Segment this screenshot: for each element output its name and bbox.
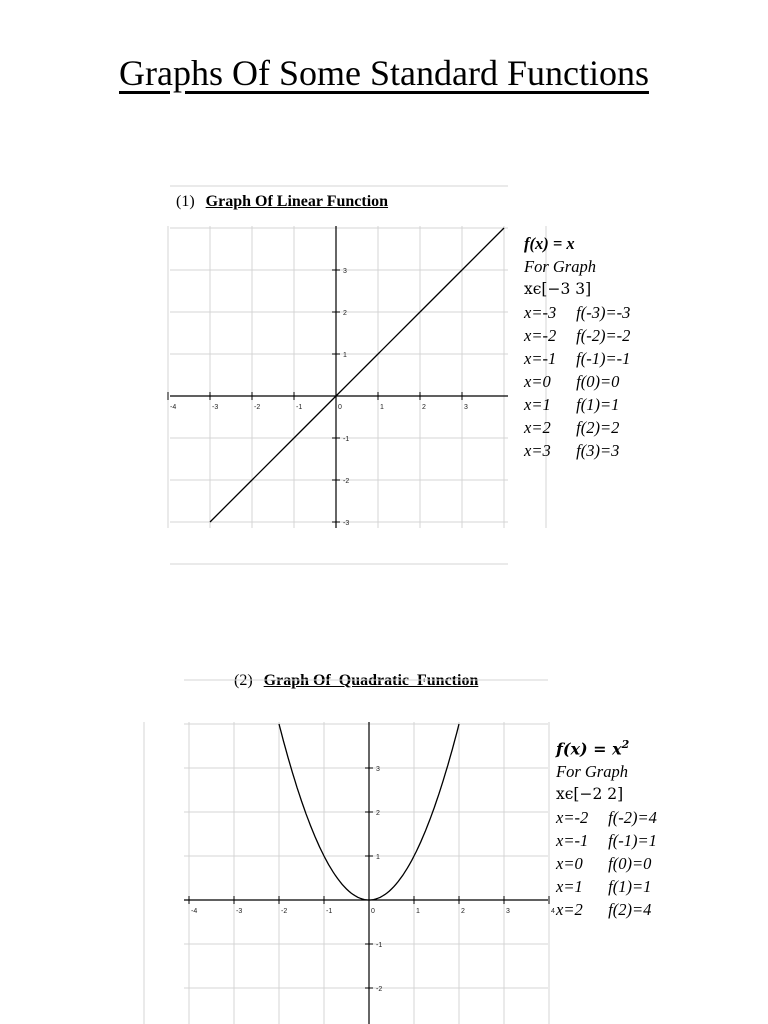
page-title: Graphs Of Some Standard Functions [119, 53, 649, 93]
x-value: x=-2 [524, 326, 557, 345]
x-tick-label: -1 [296, 404, 303, 411]
value-row [556, 898, 657, 921]
function-formula [556, 733, 657, 760]
y-tick-label: 1 [343, 352, 347, 359]
y-tick-label: 3 [376, 766, 380, 773]
f-value: f(2)=2 [576, 418, 620, 437]
y-tick-label: -3 [343, 520, 350, 527]
quadratic-function-graph [184, 722, 555, 1024]
value-row [524, 416, 630, 439]
f-value: f(0)=0 [576, 372, 620, 391]
value-row [556, 875, 657, 898]
x-value: x=1 [524, 395, 551, 414]
for-graph-label: For Graph [524, 257, 596, 276]
x-tick-label: -4 [191, 908, 198, 915]
value-row [524, 301, 630, 324]
for-graph-label: For Graph [556, 762, 628, 782]
x-value: x=-2 [556, 808, 589, 828]
f-value: f(0)=0 [608, 854, 652, 874]
x-value: x=-1 [556, 831, 589, 851]
value-row [524, 324, 630, 347]
x-tick-label: 0 [371, 908, 375, 915]
section-heading-quadratic [234, 672, 478, 690]
x-value: x=2 [556, 900, 583, 920]
x-value: x=-3 [524, 303, 557, 322]
quadratic-function-notes [556, 733, 657, 921]
f-value: f(-1)=-1 [576, 349, 631, 368]
x-tick-label: -4 [170, 404, 177, 411]
f-value: f(1)=1 [576, 395, 620, 414]
x-tick-label: 4 [551, 908, 555, 915]
f-value: f(1)=1 [608, 877, 652, 897]
section-title: Graph Of Linear Function [205, 193, 389, 210]
x-tick-label: 2 [461, 908, 465, 915]
y-tick-label: 2 [343, 310, 347, 317]
x-value: x=0 [524, 372, 551, 391]
x-tick-label: 0 [338, 404, 342, 411]
value-row [524, 347, 630, 370]
value-row [556, 806, 657, 829]
linear-function-graph [170, 226, 508, 528]
x-tick-label: 1 [380, 404, 384, 411]
function-formula: f(x) = x [524, 234, 575, 253]
x-tick-label: 2 [422, 404, 426, 411]
section-number: (2) [234, 672, 253, 689]
x-value: x=0 [556, 854, 583, 874]
value-row [524, 393, 630, 416]
domain-interval: xϵ[−3 3] [524, 280, 592, 298]
x-tick-label: -1 [326, 908, 333, 915]
y-tick-label: -1 [376, 942, 383, 949]
section-number: (1) [176, 193, 195, 210]
y-tick-label: -2 [376, 986, 383, 993]
f-value: f(3)=3 [576, 441, 620, 460]
x-tick-label: -2 [281, 908, 288, 915]
f-value: f(2)=4 [608, 900, 652, 920]
x-tick-label: -2 [254, 404, 261, 411]
formula-exponent: 2 [621, 738, 630, 751]
x-tick-label: 1 [416, 908, 420, 915]
x-value: x=-1 [524, 349, 557, 368]
x-value: x=3 [524, 441, 551, 460]
x-tick-label: 3 [506, 908, 510, 915]
f-value: f(-2)=-2 [576, 326, 631, 345]
value-row [556, 829, 657, 852]
f-value: f(-3)=-3 [576, 303, 631, 322]
f-value: f(-2)=4 [608, 808, 657, 828]
x-tick-label: -3 [212, 404, 219, 411]
value-row [524, 439, 630, 462]
formula-base: f(x) = x [556, 739, 622, 759]
x-value: x=2 [524, 418, 551, 437]
value-row [556, 852, 657, 875]
section-title: Graph Of Quadratic Function [263, 672, 479, 689]
x-value: x=1 [556, 877, 583, 897]
f-value: f(-1)=1 [608, 831, 657, 851]
y-tick-label: 3 [343, 268, 347, 275]
section-heading-linear [176, 193, 388, 211]
value-row [524, 370, 630, 393]
y-tick-label: -1 [343, 436, 350, 443]
x-tick-label: 3 [464, 404, 468, 411]
y-tick-label: 2 [376, 810, 380, 817]
function-curve [210, 228, 504, 522]
y-tick-label: -2 [343, 478, 350, 485]
domain-interval: xϵ[−2 2] [556, 785, 624, 804]
linear-function-notes [524, 232, 630, 462]
y-tick-label: 1 [376, 854, 380, 861]
x-tick-label: -3 [236, 908, 243, 915]
